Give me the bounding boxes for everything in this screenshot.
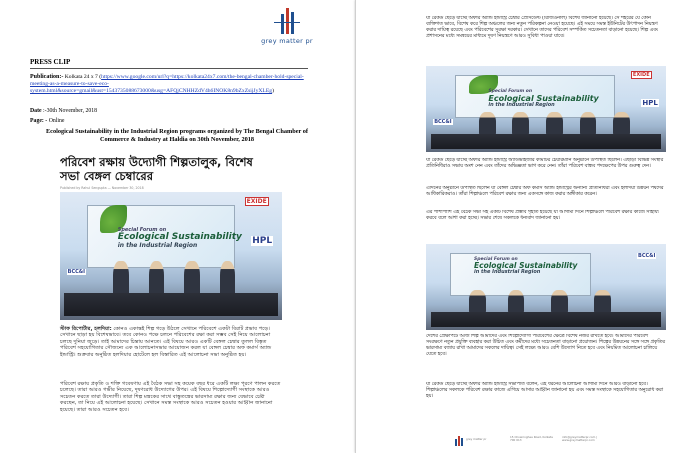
page-footer (452, 436, 612, 448)
article-byline: Published by Rahul Sengupta — November 30, 2018 (60, 186, 144, 190)
grey-matter-logo (252, 8, 322, 45)
page-label: Page: - (30, 118, 48, 124)
footer-brand: grey matter pr (466, 437, 487, 441)
event-photo (426, 244, 666, 330)
publication-line: Publication:- Kolkata 24 x 7 (https://www.google.com/url?q=https://kolkata24x7.com/the-bengal-chamber-hold-special-meeting-as-a-measure-to-save-eco-system.html&source=gmail&ust=1543735088673000&usg=AFQjCNHHZdV4h6INOK8n9bZxZsijJyXLEg) (30, 74, 304, 94)
paragraph: এদিনের অনুষ্ঠানে উপস্থিত ছিলেন যা বেঙ্গল চেম্বার অফ কমার্স অ্যান্ড ইন্ডাস্ট্রির অন্যান্য প্রতিনিধিরা এবং হলদিয়া উন্নয়ন পর্ষদের আধিকারিকরাও। তাঁরা শিল্পাঞ্চলে পরিবেশ রক্ষার জন্য একসঙ্গে কাজ করার অঙ্গীকার করেন। (426, 186, 664, 197)
paragraph: দেশের প্রেক্ষাপটে আজ শিল্প আমাদের এবং শিল্পোদ্যোগী পরিবেশের ক্ষেত্রে বিশেষ নজর রাখতে হবে। আমাদের পরিবেশ সংরক্ষণে নতুন প্রযুক্তি ব্যবহার করা উচিত এবং কর্মীদের মধ্যে সচেতনতা বাড়ানো প্রয়োজন। শিল্পের উন্নয়নের সঙ্গে সঙ্গে প্রকৃতির ভারসাম্য বজায় রাখা আমাদের সকলের দায়িত্ব। সেই লক্ষ্যে আরও বেশি উদ্যোগ নিতে হবে এবং নিয়মিত আলোচনা চালিয়ে যেতে হবে। (426, 334, 666, 357)
banner-text: Special Forum on Ecological Sustainability in the Industrial Region (488, 89, 599, 109)
caption-lead: স্টাফ রিপোর্টার, হলদিয়া: (60, 326, 112, 332)
paragraph: এর পাশাপাশি এই বৈঠক সভা সহ একটি বিশেষ প্রস্তাব গৃহীত হয়েছে যা আগামী দিনে শিল্পাঞ্চলে পরিবেশ রক্ষার কাজে সাহায্য করবে বলে আশা করা হচ্ছে। সভার শেষে সকলকে ধন্যবাদ জানানো হয়। (426, 210, 659, 221)
footer-address: 15 Chowringhee Road, Kolkata 700 013 (510, 435, 553, 443)
sponsor-sign: BCC&I (67, 268, 86, 275)
footer-logo-icon (452, 436, 464, 446)
publication-link[interactable]: https://www.google.com/url?q=https://kolkata24x7.com/the-bengal-chamber-hold-special-meeting-as-a-measure-to-save-eco-system.html&source=gmail&ust=1543735088673000&usg=AFQjCNHHZdV4h6INOK8n9bZxZsijJyXLEg (30, 74, 304, 94)
sponsor-sign: EXIDE (246, 198, 267, 206)
paragraph: যা রেকর্ড ছেড়ে যাচ্ছে অফার অ্যান্ড ইন্ডাস্ট্রি সভাপতি বলেন, এই ধরনের আলোচনা আগামী দিনে আরও বাড়ানো হবে। শিল্পাঞ্চলের সকলকে পরিবেশ রক্ষার কাজে এগিয়ে আসার আহ্বান জানানো হয় এবং সমস্ত সংস্থাকে সহযোগিতার অনুরোধ করা হয়। (426, 382, 664, 399)
page-line (30, 118, 64, 124)
article-caption (60, 326, 282, 358)
logo-bars-icon (272, 8, 302, 34)
article-title: পরিবেশ রক্ষায় উদ্যোগী শিল্পতালুক, বিশেষ সভা বেঙ্গল চেম্বারের (60, 155, 253, 183)
paragraph: যা রেকর্ড ছেড়ে যাচ্ছে অফার অ্যান্ড ইন্ডাস্ট্রি চেম্বার প্রেসিডেন্ট (রিজিওনাল) বিশেষ জানানো হয়েছে। সে শহরের যে কোন ব্যক্তিগত ভাবে, বিশেষ করে শিল্প অঞ্চলের জন্য নতুন পরিকল্পনা নেওয়া হয়েছে। এই সময়ে সমস্ত ইউনিটের উৎপাদন নিয়ন্ত্রণ করার দায়িত্ব রয়েছে এবং পরিবেশের সুরক্ষা দরকার। সেখানে তাদের পরিবেশ সম্পর্কিত সচেতনতা বাড়ানো হয়েছে। শিল্প এবং প্রশাসনের মধ্যে সমন্বয়ের মাধ্যমে দূষণ নিয়ন্ত্রণে আরও সুবিধা পাওয়া যাবে। (426, 16, 658, 39)
date-line (30, 108, 97, 114)
event-photo (426, 66, 666, 152)
divider (30, 68, 308, 69)
footer-contact: info@greymatterpr.com | www.greymatterpr.com (562, 435, 598, 443)
banner-text: Special Forum on Ecological Sustainability in the Industrial Region (474, 256, 578, 276)
page-value: Online (48, 118, 65, 124)
article-paragraph: পরিবেশ রক্ষায় প্রকৃতি ও শক্তি গবেষণায় এই বৈঠক সভা সহ কয়েক বছর ধরে একটি লক্ষ্য পূরণে পালন করতে চলেছে। তারা আরও গভীর নিয়েছে, দূষণরোধ উদ্যোগের উপর। এই বিষয়ে শিল্পোদ্যোগী সংস্থাকে আরও সচেতন করতে তারা উদ্যোগী। তারা শিল্প মন্ত্রকের সাথে বাস্তুতন্ত্রের ভারসাম্য রক্ষার জন্য যেভাবে চেষ্টা করছেন, তা নিয়ে এই আলোচনা হয়েছে। সেখানে সমস্ত সংস্থাকে আরও সচেতন হওয়ার আহ্বান জানানো হয়েছে। তারা আরও সচেতন হবে। (60, 381, 281, 413)
banner-text: Special Forum on Ecological Sustainability in the Industrial Region (117, 226, 242, 249)
caption-body: কোনও একান্তই শিল্প গড়ে উঠলে সেখানে পরিবেশে একটা বিরাট প্রভাব পড়ে। সেখানে ছাড়া হয় বিশেষভাবে। তবে কোনও পক্ষে চলনে পরিবেশের রক্ষা করা সম্ভব সেই নিয়ে আলোচনা চলছে দুনিয়া জুড়ে। তাই আমাদের চিন্তায় আনতে। এই বিষয়ে আরও একটি বেঙ্গল চেম্বার তুলল বিস্তৃত পরিবেশ সহযোগিতার সৌজন্যে এক আলোচনাসভার আয়োজন করল যা বেঙ্গল চেম্বার অফ কমার্স অ্যান্ড ইন্ডাস্ট্রি। শুক্রবার অনুষ্ঠিত হলদিয়ার হোটেলে হল বিস্তারিত এই আলোচনা সভা অনুষ্ঠিত হয়। (60, 326, 272, 358)
event-photo (60, 192, 282, 320)
publication-name: Kolkata 24 x 7 (64, 74, 98, 80)
paragraph: যা রেকর্ড ছেড়ে যাচ্ছে অফার অ্যান্ড ইন্ডাস্ট্রি অ্যাডভাইজরি কমিটির চেয়ারম্যান অনুষ্ঠানে উপস্থিত ছিলেন। এছাড়া বিভিন্ন সংস্থার প্রতিনিধিরাও সভায় অংশ নেন এবং তাঁদের অভিজ্ঞতা ভাগ করে নেন। তাঁরা পরিবেশ বান্ধব পদক্ষেপের উপর গুরুত্ব দেন। (426, 158, 664, 169)
date-label: Date (30, 108, 42, 114)
brand-name: grey matter pr (261, 37, 313, 45)
sponsor-sign: BCC&I (434, 119, 452, 126)
date-value: :-30th November, 2018 (43, 108, 98, 114)
sponsor-sign: BCC&I (638, 252, 656, 259)
article-continuation-page (355, 0, 700, 453)
sponsor-sign: EXIDE (632, 72, 650, 79)
publication-label: Publication:- (30, 74, 64, 80)
sponsor-sign: HPL (642, 98, 658, 107)
press-clip-label: PRESS CLIP (30, 58, 71, 66)
sponsor-sign: HPL (252, 235, 273, 246)
clip-headline: Ecological Sustainability in the Industrial Region programs organized by The Bengal Chamber of Commerce & Industry at Haldia on 30th November, 2018 (45, 128, 309, 143)
